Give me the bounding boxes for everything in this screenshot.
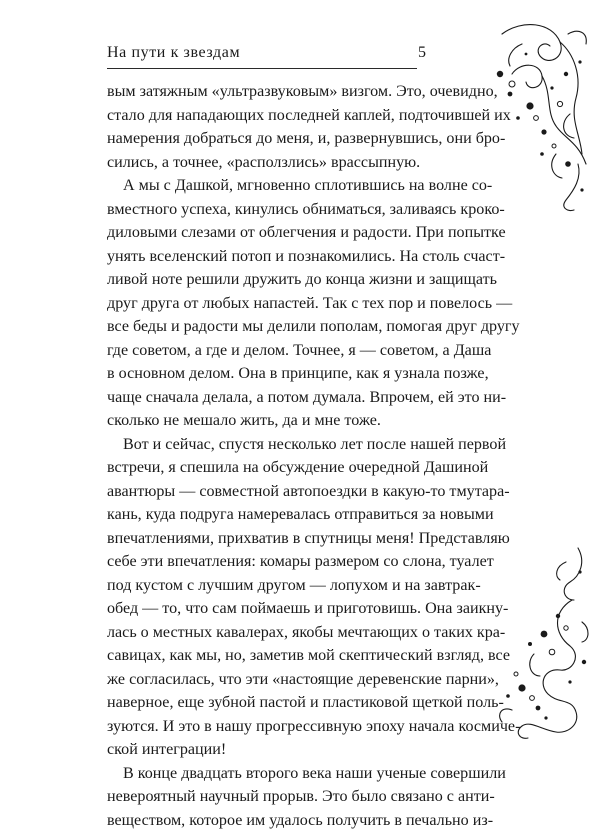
text-line: сколько не мешало жить, да и мне тоже. [107, 409, 480, 433]
text-line: где советом, а где и делом. Точнее, я — советом, а Даша [107, 339, 480, 363]
text-line: вместного успеха, кинулись обниматься, заливаясь кроко- [107, 198, 480, 222]
text-line: вым затяжным «ультразвуковым» визгом. Это, очевидно, [107, 80, 480, 104]
running-head [107, 44, 427, 66]
text-line: савицах, как мы, но, заметив мой скептический взгляд, все [107, 644, 480, 668]
running-title: На пути к звездам [107, 44, 240, 62]
text-line: ской интеграции! [107, 738, 480, 762]
text-line: встречи, я спешила на обсуждение очередной Дашиной [107, 456, 480, 480]
floral-ornament-bottom [482, 542, 592, 742]
text-line: унять вселенский потоп и познакомились. На столь счаст- [107, 245, 480, 269]
text-line: себе эти впечатления: комары размером со слона, туалет [107, 550, 480, 574]
text-line: веществом, которое им удалось получить в печально из- [107, 809, 480, 832]
text-line: чаще сначала делала, а потом думала. Впрочем, ей это ни- [107, 386, 480, 410]
text-line: В конце двадцать второго века наши ученые совершили [107, 762, 480, 786]
text-line: лась о местных кавалерах, якобы мечтающих о таких кра- [107, 621, 480, 645]
text-line: диловыми слезами от облегчения и радости. При попытке [107, 221, 480, 245]
text-line: в основном делом. Она в принципе, как я узнала позже, [107, 362, 480, 386]
text-line: А мы с Дашкой, мгновенно сплотившись на волне со- [107, 174, 480, 198]
text-line: же согласилась, что эти «настоящие деревенские парни», [107, 668, 480, 692]
text-line: сились, а точнее, «расползлись» врассыпную. [107, 151, 480, 175]
text-line: под кустом с лучшим другом — лопухом и на завтрак- [107, 574, 480, 598]
text-line: наверное, еще зубной пастой и пластиковой щеткой поль- [107, 691, 480, 715]
text-line: зуются. И это в нашу прогрессивную эпоху начала космиче- [107, 715, 480, 739]
text-line: намерения добраться до меня, и, развернувшись, они бро- [107, 127, 480, 151]
text-line: обед — то, что сам поймаешь и приготовишь. Она заикну- [107, 597, 480, 621]
text-line: Вот и сейчас, спустя несколько лет после нашей первой [107, 433, 480, 457]
page-number: 5 [418, 44, 426, 62]
text-line: впечатлениями, прихватив в спутницы меня! Представляю [107, 527, 480, 551]
text-line: авантюры — совместной автопоездки в какую-то тмутара- [107, 480, 480, 504]
header-rule [107, 68, 417, 69]
text-line: кань, куда подруга намеревалась отправиться за новыми [107, 503, 480, 527]
text-line: друг друга от любых напастей. Так с тех пор и повелось — [107, 292, 480, 316]
text-line: ливой ноте решили дружить до конца жизни и защищать [107, 268, 480, 292]
text-line: невероятный научный прорыв. Это было связано с анти- [107, 785, 480, 809]
body-text [107, 80, 480, 832]
text-line: стало для нападающих последней каплей, подточившей их [107, 104, 480, 128]
text-line: все беды и радости мы делили пополам, помогая друг другу [107, 315, 480, 339]
